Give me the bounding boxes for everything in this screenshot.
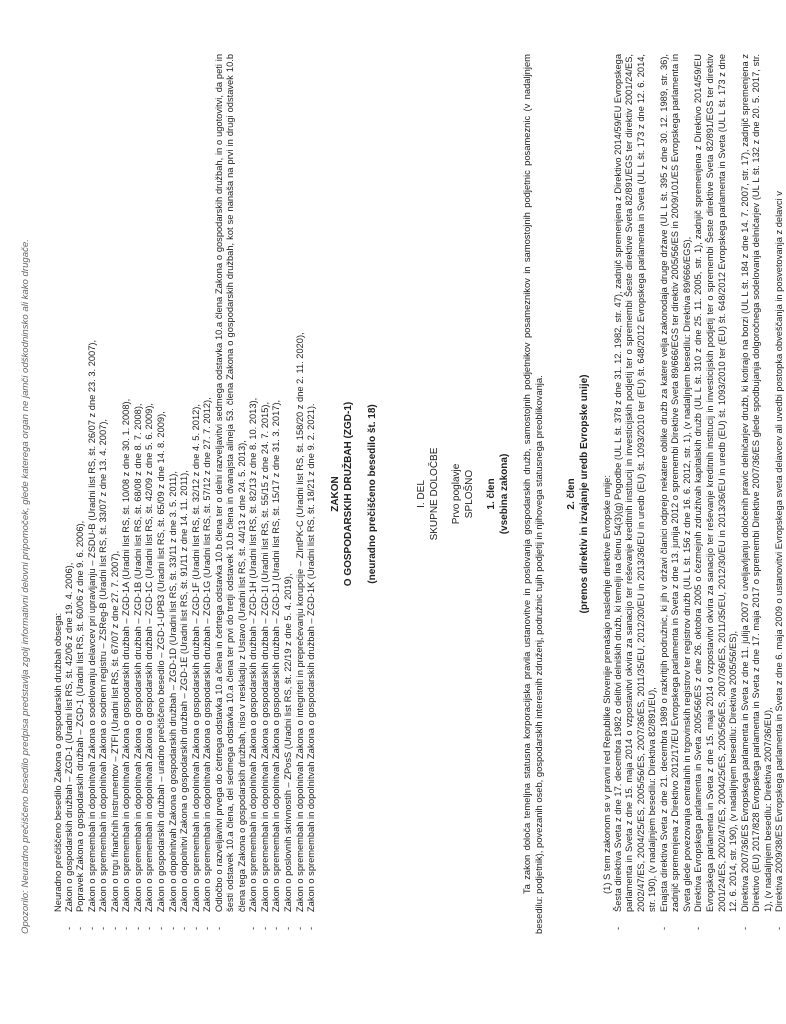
directive-item-text: Direktiva Evropskega parlamenta in Sveta 2005/56/ES z dne 26. oktobra 2005 o čezmejnih združitvah kapitalskih družb (UL L št. 310 z dne 25. 11. 2005, str. 1), zadnjič spremenjena z Direktivo 2014/59/EU Evropskega parlamenta in Sveta z dne 15. maja 2014 o vzpostavitvi okvira za sanacijo ter reševanje kreditnih institucij in investicijskih podjetij ter o spremembi Šeste direktive Sveta 82/891/EGS ter direktiv 2001/24/ES, 2002/47/ES, 2004/25/ES, 2005/56/ES, 2007/36/ES, 2011/35/EU, 2012/30/EU in 2013/36/EU in uredb (EU) št. 1093/2010 ter (EU) št. 648/2012 Evropskega parlamenta in Sveta (UL L št. 173 z dne 12. 6. 2014, str. 190), (v nadaljnjem besedilu: Direktiva 2005/56/ES),	[693, 54, 739, 912]
bullet-dash: -	[693, 926, 704, 930]
chapter-heading: Prvo poglavje	[451, 463, 462, 525]
amendments-list	[64, 54, 318, 934]
intro-text: Neuradno prečiščeno besedilo Zakona o gospodarskih družbah obsega:	[52, 612, 63, 912]
bullet-dash: -	[86, 926, 97, 930]
amendment-item	[191, 54, 203, 934]
article-2-intro: (1) S tem zakonom se v pravni red Republike Slovenije prenašajo naslednje direktive Evropske unije:	[601, 475, 612, 894]
amendment-item-text: Odločbo o razveljavitvi prvega do četrtega odstavka 10.a člena in četrtega odstavka 10.b člena ter o delni razveljavitvi sedmega odstavka 10.a člena Zakona o gospodarskih družbah, in o ugotovitvi, da peti in šesti odstavek 10.a člena, del sedmega odstavka 10.a člena ter prvi do tretji odstavek 10.b člena in dvanajsta alineja 53. člena Zakona o gospodarskih družbah, kot se nanaša na prvi in drugi odstavek 10.b člena tega Zakona o gospodarskih družbah, niso v neskladju z Ustavo (Uradni list RS, št. 44/13 z dne 24. 5. 2013),	[213, 54, 247, 912]
bullet-dash: -	[271, 926, 282, 930]
amendment-item-text: Zakon o spremembah in dopolnitvah Zakona o gospodarskih družbah – ZGD-1F (Uradni list RS, št. 32/12 z dne 4. 5. 2012),	[190, 404, 201, 912]
amendment-item-text: Zakon o trgu finančnih instrumentov – ZTFI (Uradni list RS, št. 67/07 z dne 27. 7. 2007),	[109, 550, 120, 912]
amendment-item	[283, 54, 295, 934]
directive-item	[693, 54, 739, 934]
bullet-dash: -	[63, 926, 74, 930]
amendment-item	[133, 54, 145, 934]
amendment-item-text: Zakon o spremembah in dopolnitvah Zakona o gospodarskih družbah – ZGD-1J (Uradni list RS, št. 15/17 z dne 31. 3. 2017),	[271, 399, 282, 912]
amendment-item-text: Zakon o spremembah in dopolnitvah Zakona o gospodarskih družbah – ZGD-1B (Uradni list RS, št. 68/08 z dne 8. 7. 2008),	[132, 403, 143, 912]
bullet-dash: -	[259, 926, 270, 930]
chapter-title: SPLOŠNO	[463, 469, 475, 519]
part-heading: I. DEL	[416, 480, 427, 508]
amendment-item	[87, 54, 99, 934]
amendment-item-text: Zakon o spremembah in dopolnitvah Zakona o gospodarskih družbah – ZGD-1C (Uradni list RS, št. 42/09 z dne 5. 6. 2009),	[144, 402, 155, 912]
bullet-dash: -	[282, 926, 293, 930]
amendment-item	[202, 54, 214, 934]
directive-item-text: Direktiva 2009/38/ES Evropskega parlamenta in Sveta z dne 6. maja 2009 o ustanovitvi Evropskega sveta delavcev ali uvedbi postopka obveščanja in posvetovanja z delavci v	[774, 191, 785, 912]
article-2-number: 2. člen	[566, 478, 577, 510]
article-1-number: 1. člen	[486, 478, 497, 510]
amendment-item	[179, 54, 191, 934]
amendment-item	[75, 54, 87, 934]
amendment-item	[110, 54, 122, 934]
bullet-dash: -	[248, 926, 259, 930]
law-subtitle-2: (neuradno prečiščeno besedilo št. 18)	[367, 404, 378, 584]
disclaimer-note: Opozorilo: Neuradno prečiščeno besedilo predpisa predstavlja zgolj informativni delovni pripomoček, glede katerega organ ne jamči odškodninsko ali kako drugače.	[20, 239, 31, 934]
bullet-dash: -	[144, 926, 155, 930]
amendment-item-text: Zakon o spremembah in dopolnitvah Zakona o sodelovanju delavcev pri upravljanju – ZSDU-B (Uradni list RS, št. 26/07 z dne 23. 3. 2007),	[86, 339, 97, 912]
bullet-dash: -	[167, 926, 178, 930]
amendment-item-text: Zakon o spremembah in dopolnitvah Zakona o gospodarskih družbah – ZGD-1I (Uradni list RS, št. 55/15 z dne 24. 7. 2015),	[259, 401, 270, 912]
law-title: ZAKON	[330, 476, 341, 512]
bullet-dash: -	[294, 926, 305, 930]
bullet-dash: -	[179, 926, 190, 930]
amendment-item-text: Zakon o spremembah in dopolnitvah Zakona o gospodarskih družbah – ZGD-1K (Uradni list RS, št. 18/21 z dne 9. 2. 2021).	[306, 403, 317, 912]
amendment-item-text: Zakon o gospodarskih družbah – uradno prečiščeno besedilo – ZGD-1-UPB3 (Uradni list RS, št. 65/09 z dne 14. 8. 2009),	[155, 411, 166, 912]
directive-item-text: Šesta direktiva Sveta z dne 17. decembra 1982 o delitvi delniških družb, ki temelji na členu 54(3)(g) Pogodbe (UL L št. 378 z dne 31. 12. 1982, str. 47), zadnjič spremenjena z Direktivo 2014/59/EU Evropskega parlamenta in Sveta z dne 15. maja 2014 o vzpostavitvi okvira za sanacijo ter reševanje kreditnih institucij in investicijskih podjetij ter o spremembi Šeste direktive Sveta 82/891/EGS ter direktiv 2001/24/ES, 2002/47/ES, 2004/25/ES, 2005/56/ES, 2007/36/ES, 2011/35/EU, 2012/30/EU in 2013/36/EU in uredb (EU) št. 1093/2010 ter (EU) št. 648/2012 Evropskega parlamenta in Sveta (UL L št. 173 z dne 12. 6. 2014, str. 190), (v nadaljnjem besedilu: Direktiva 82/891/EU),	[612, 54, 658, 912]
article-1-text: Ta zakon določa temeljna statusna korporacijska pravila ustanovitve in poslovanja gospodarskih družb, samostojnih podjetnikov posameznikov in samostojnih podjetnic posameznic (v nadaljnjem besedilu: podjetnik), povezanih oseb, gospodarskih interesnih združenj, podružnic tujih podjetij in njihovega statusnega preoblikovanja.	[521, 54, 544, 934]
amendment-item-text: Zakon o poslovnih skrivnostih – ZPosS (Uradni list RS, št. 22/19 z dne 5. 4. 2019),	[282, 573, 293, 912]
amendment-item-text: Zakon o dopolnitvi Zakona o gospodarskih družbah – ZGD-1E (Uradni list RS, št. 91/11 z dne 14. 11. 2011),	[179, 470, 190, 912]
amendment-item-text: Zakon o spremembah in dopolnitvah Zakona o integriteti in preprečevanju korupcije – ZIntPK-C (Uradni list RS, št. 158/20 z dne 2. 11. 2020),	[294, 332, 305, 912]
bullet-dash: -	[612, 926, 623, 930]
amendment-item	[295, 54, 307, 934]
amendment-item-text: Zakon o dopolnitvah Zakona o gospodarskih družbah – ZGD-1D (Uradni list RS, št. 33/11 z dne 3. 5. 2011),	[167, 471, 178, 912]
amendment-item	[214, 54, 249, 934]
bullet-dash: -	[121, 926, 132, 930]
article-2-title: (prenos direktiv in izvajanje uredb Evropske unije)	[578, 374, 590, 614]
directive-item-text: Enajsta direktiva Sveta z dne 21. decembra 1989 o razkritjih podružnic, ki jih v državi članici odprejo nekatere oblike družb za katere velja zakonodaja druge države (UL L št. 395 z dne 30. 12. 1989, str. 36), zadnjič spremenjena z Direktivo 2012/17/EU Evropskega parlamenta in Sveta z dne 13. junija 2012 o spremembi Direktive Sveta 89/666/EGS ter direktiv 2005/56/ES in 2009/101/ES Evropskega parlamenta in Sveta glede povezovanja centralnih in trgovinskih registrov ter registrov družb (UL L št. 156 z dne 16. 6. 2012, str. 1), (v nadaljnjem besedilu: Direktiva 89/666/EGS),	[658, 54, 692, 912]
part-title: SKUPNE DOLOČBE	[428, 447, 440, 541]
article-1-title: (vsebina zakona)	[498, 453, 510, 535]
directive-item	[740, 54, 775, 934]
law-subtitle: O GOSPODARSKIH DRUŽBAH (ZGD-1)	[342, 401, 354, 587]
part-one-block	[416, 54, 544, 934]
amendment-item	[260, 54, 272, 934]
directive-item	[774, 54, 786, 934]
disclaimer-block	[20, 54, 31, 934]
amendment-item	[144, 54, 156, 934]
bullet-dash: -	[306, 926, 317, 930]
amendment-item	[271, 54, 283, 934]
bullet-dash: -	[202, 926, 213, 930]
bullet-dash: -	[190, 926, 201, 930]
bullet-dash: -	[75, 926, 86, 930]
article-2-block	[566, 54, 786, 934]
amendment-item-text: Zakon o spremembah in dopolnitvah Zakona o gospodarskih družbah – ZGD-1G (Uradni list RS, št. 57/12 z dne 27. 7. 2012),	[202, 397, 213, 912]
consolidation-block	[52, 54, 318, 934]
title-block	[330, 54, 380, 934]
bullet-dash: -	[739, 926, 750, 930]
amendment-item-text: Zakon o spremembah in dopolnitvah Zakona o gospodarskih družbah – ZGD-1A (Uradni list RS, št. 10/08 z dne 30. 1. 2008),	[121, 398, 132, 912]
amendment-item	[168, 54, 180, 934]
directive-item	[613, 54, 659, 934]
amendment-item-text: Zakon o gospodarskih družbah – ZGD-1 (Uradni list RS, št. 42/06 z dne 19. 4. 2006),	[63, 562, 74, 912]
directive-item	[659, 54, 694, 934]
amendment-item	[64, 54, 76, 934]
amendment-item-text: Zakon o spremembah in dopolnitvah Zakona o sodnem registru – ZSReg-B (Uradni list RS, št. 33/07 z dne 13. 4. 2007),	[98, 419, 109, 912]
bullet-dash: -	[109, 926, 120, 930]
bullet-dash: -	[155, 926, 166, 930]
bullet-dash: -	[132, 926, 143, 930]
amendment-item-text: Zakon o spremembah in dopolnitvah Zakona o gospodarskih družbah – ZGD-1H (Uradni list RS, št. 82/13 z dne 8. 10. 2013),	[248, 397, 259, 912]
bullet-dash: -	[774, 926, 785, 930]
amendment-item	[156, 54, 168, 934]
directives-list	[613, 54, 786, 934]
amendment-item	[248, 54, 260, 934]
amendment-item	[306, 54, 318, 934]
bullet-dash: -	[98, 926, 109, 930]
amendment-item	[121, 54, 133, 934]
bullet-dash: -	[213, 926, 224, 930]
amendment-item	[98, 54, 110, 934]
directive-item-text: Direktiva 2007/36/ES Evropskega parlamenta in Sveta z dne 11. julija 2007 o uveljavljanju določenih pravic delničarjev družb, ki kotirajo na borzi (UL L št. 184 z dne 14. 7. 2007, str. 17), zadnjič spremenjena z Direktivo (EU) 2017/828 Evropskega parlamenta in Sveta z dne 17. maja 2017 o spremembi Direktive 2007/36/ES glede spodbujanja dolgoročnega sodelovanja delničarjev (UL L št. 132 z dne 20. 5. 2017, str. 1), (v nadaljnjem besedilu: Direktiva 2007/36/EU),	[739, 54, 773, 912]
bullet-dash: -	[658, 926, 669, 930]
amendment-item-text: Popravek Zakona o gospodarskih družbah – ZGD-1 (Uradni list RS, št. 60/06 z dne 9. 6. 2006),	[75, 520, 86, 912]
